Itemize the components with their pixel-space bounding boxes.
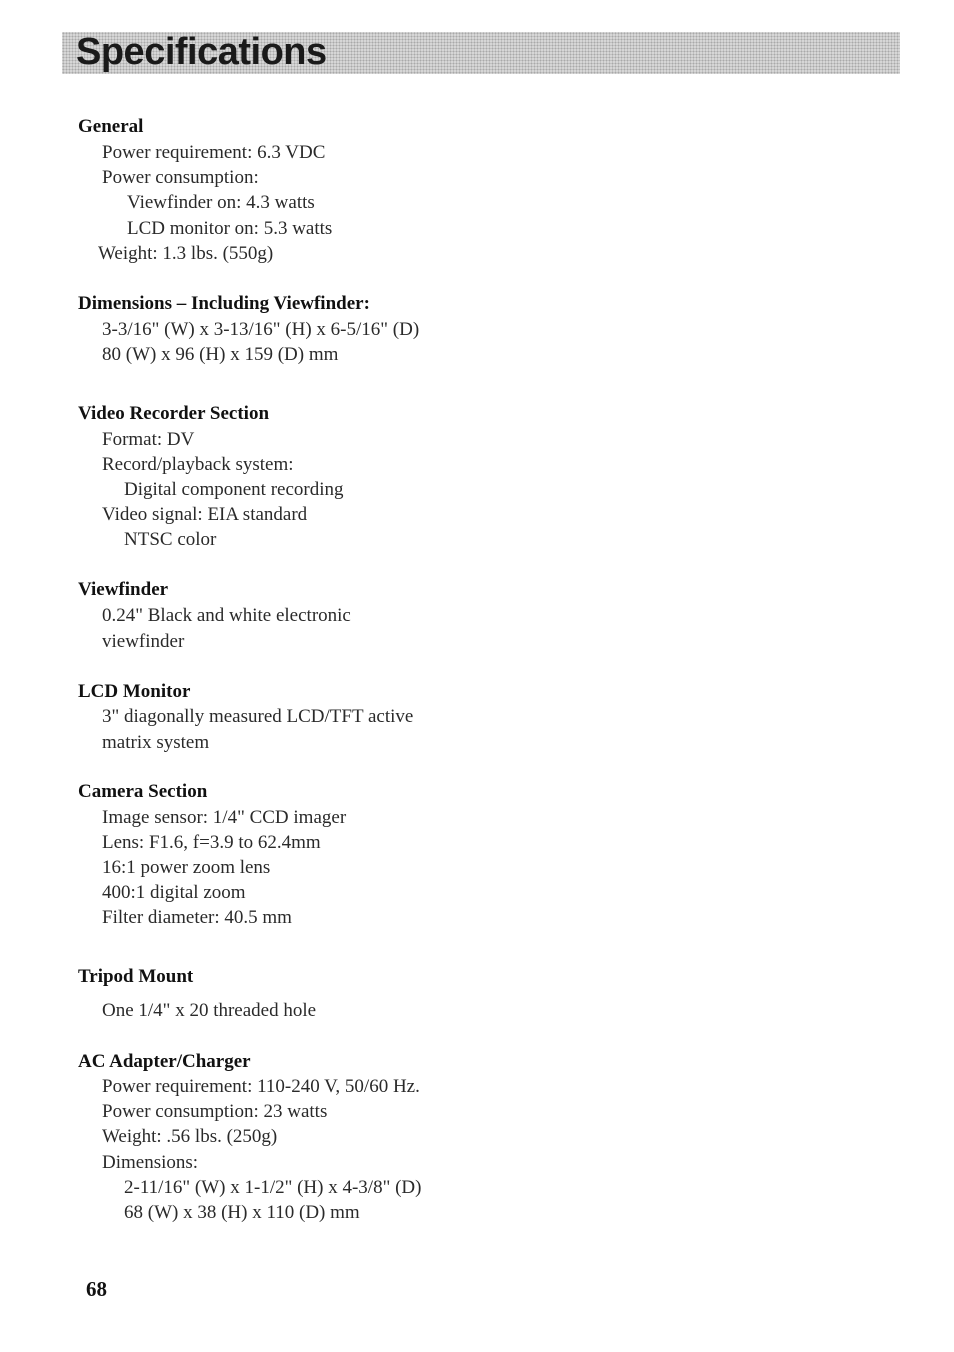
- viewfinder-heading: Viewfinder: [78, 579, 169, 600]
- camera-digital-zoom: 400:1 digital zoom: [102, 882, 246, 903]
- ac-adapter-heading: AC Adapter/Charger: [78, 1051, 251, 1072]
- dimensions-inches: 3-3/16" (W) x 3-13/16" (H) x 6-5/16" (D): [102, 319, 420, 340]
- lcd-monitor-line-2: matrix system: [102, 732, 210, 753]
- general-lcd-monitor-on: LCD monitor on: 5.3 watts: [127, 218, 333, 239]
- lcd-monitor-heading: LCD Monitor: [78, 681, 191, 702]
- ac-dimensions-inches: 2-11/16" (W) x 1-1/2" (H) x 4-3/8" (D): [124, 1177, 422, 1198]
- ac-dimensions-mm: 68 (W) x 38 (H) x 110 (D) mm: [124, 1202, 360, 1223]
- video-ntsc: NTSC color: [124, 529, 217, 550]
- page-title: Specifications: [76, 31, 327, 73]
- ac-power-consumption: Power consumption: 23 watts: [102, 1101, 328, 1122]
- camera-lens: Lens: F1.6, f=3.9 to 62.4mm: [102, 832, 321, 853]
- video-digital-component: Digital component recording: [124, 479, 344, 500]
- ac-weight: Weight: .56 lbs. (250g): [102, 1126, 278, 1147]
- camera-power-zoom: 16:1 power zoom lens: [102, 857, 271, 878]
- page-number: 68: [86, 1277, 107, 1301]
- general-power-requirement: Power requirement: 6.3 VDC: [102, 142, 326, 163]
- lcd-monitor-line-1: 3" diagonally measured LCD/TFT active: [102, 706, 414, 727]
- general-power-consumption: Power consumption:: [102, 167, 259, 188]
- general-weight: Weight: 1.3 lbs. (550g): [98, 243, 274, 264]
- viewfinder-line-1: 0.24" Black and white electronic: [102, 605, 351, 626]
- video-record-playback: Record/playback system:: [102, 454, 294, 475]
- video-recorder-heading: Video Recorder Section: [78, 403, 270, 424]
- dimensions-heading: Dimensions – Including Viewfinder:: [78, 293, 370, 314]
- tripod-line-1: One 1/4" x 20 threaded hole: [102, 1000, 317, 1021]
- viewfinder-line-2: viewfinder: [102, 631, 185, 652]
- camera-image-sensor: Image sensor: 1/4" CCD imager: [102, 807, 347, 828]
- video-signal: Video signal: EIA standard: [102, 504, 308, 525]
- dimensions-mm: 80 (W) x 96 (H) x 159 (D) mm: [102, 344, 339, 365]
- ac-dimensions-label: Dimensions:: [102, 1152, 199, 1173]
- video-format: Format: DV: [102, 429, 195, 450]
- ac-power-requirement: Power requirement: 110-240 V, 50/60 Hz.: [102, 1076, 420, 1097]
- general-viewfinder-on: Viewfinder on: 4.3 watts: [127, 192, 315, 213]
- general-heading: General: [78, 116, 144, 137]
- camera-heading: Camera Section: [78, 781, 208, 802]
- camera-filter-diameter: Filter diameter: 40.5 mm: [102, 907, 292, 928]
- tripod-heading: Tripod Mount: [78, 966, 194, 987]
